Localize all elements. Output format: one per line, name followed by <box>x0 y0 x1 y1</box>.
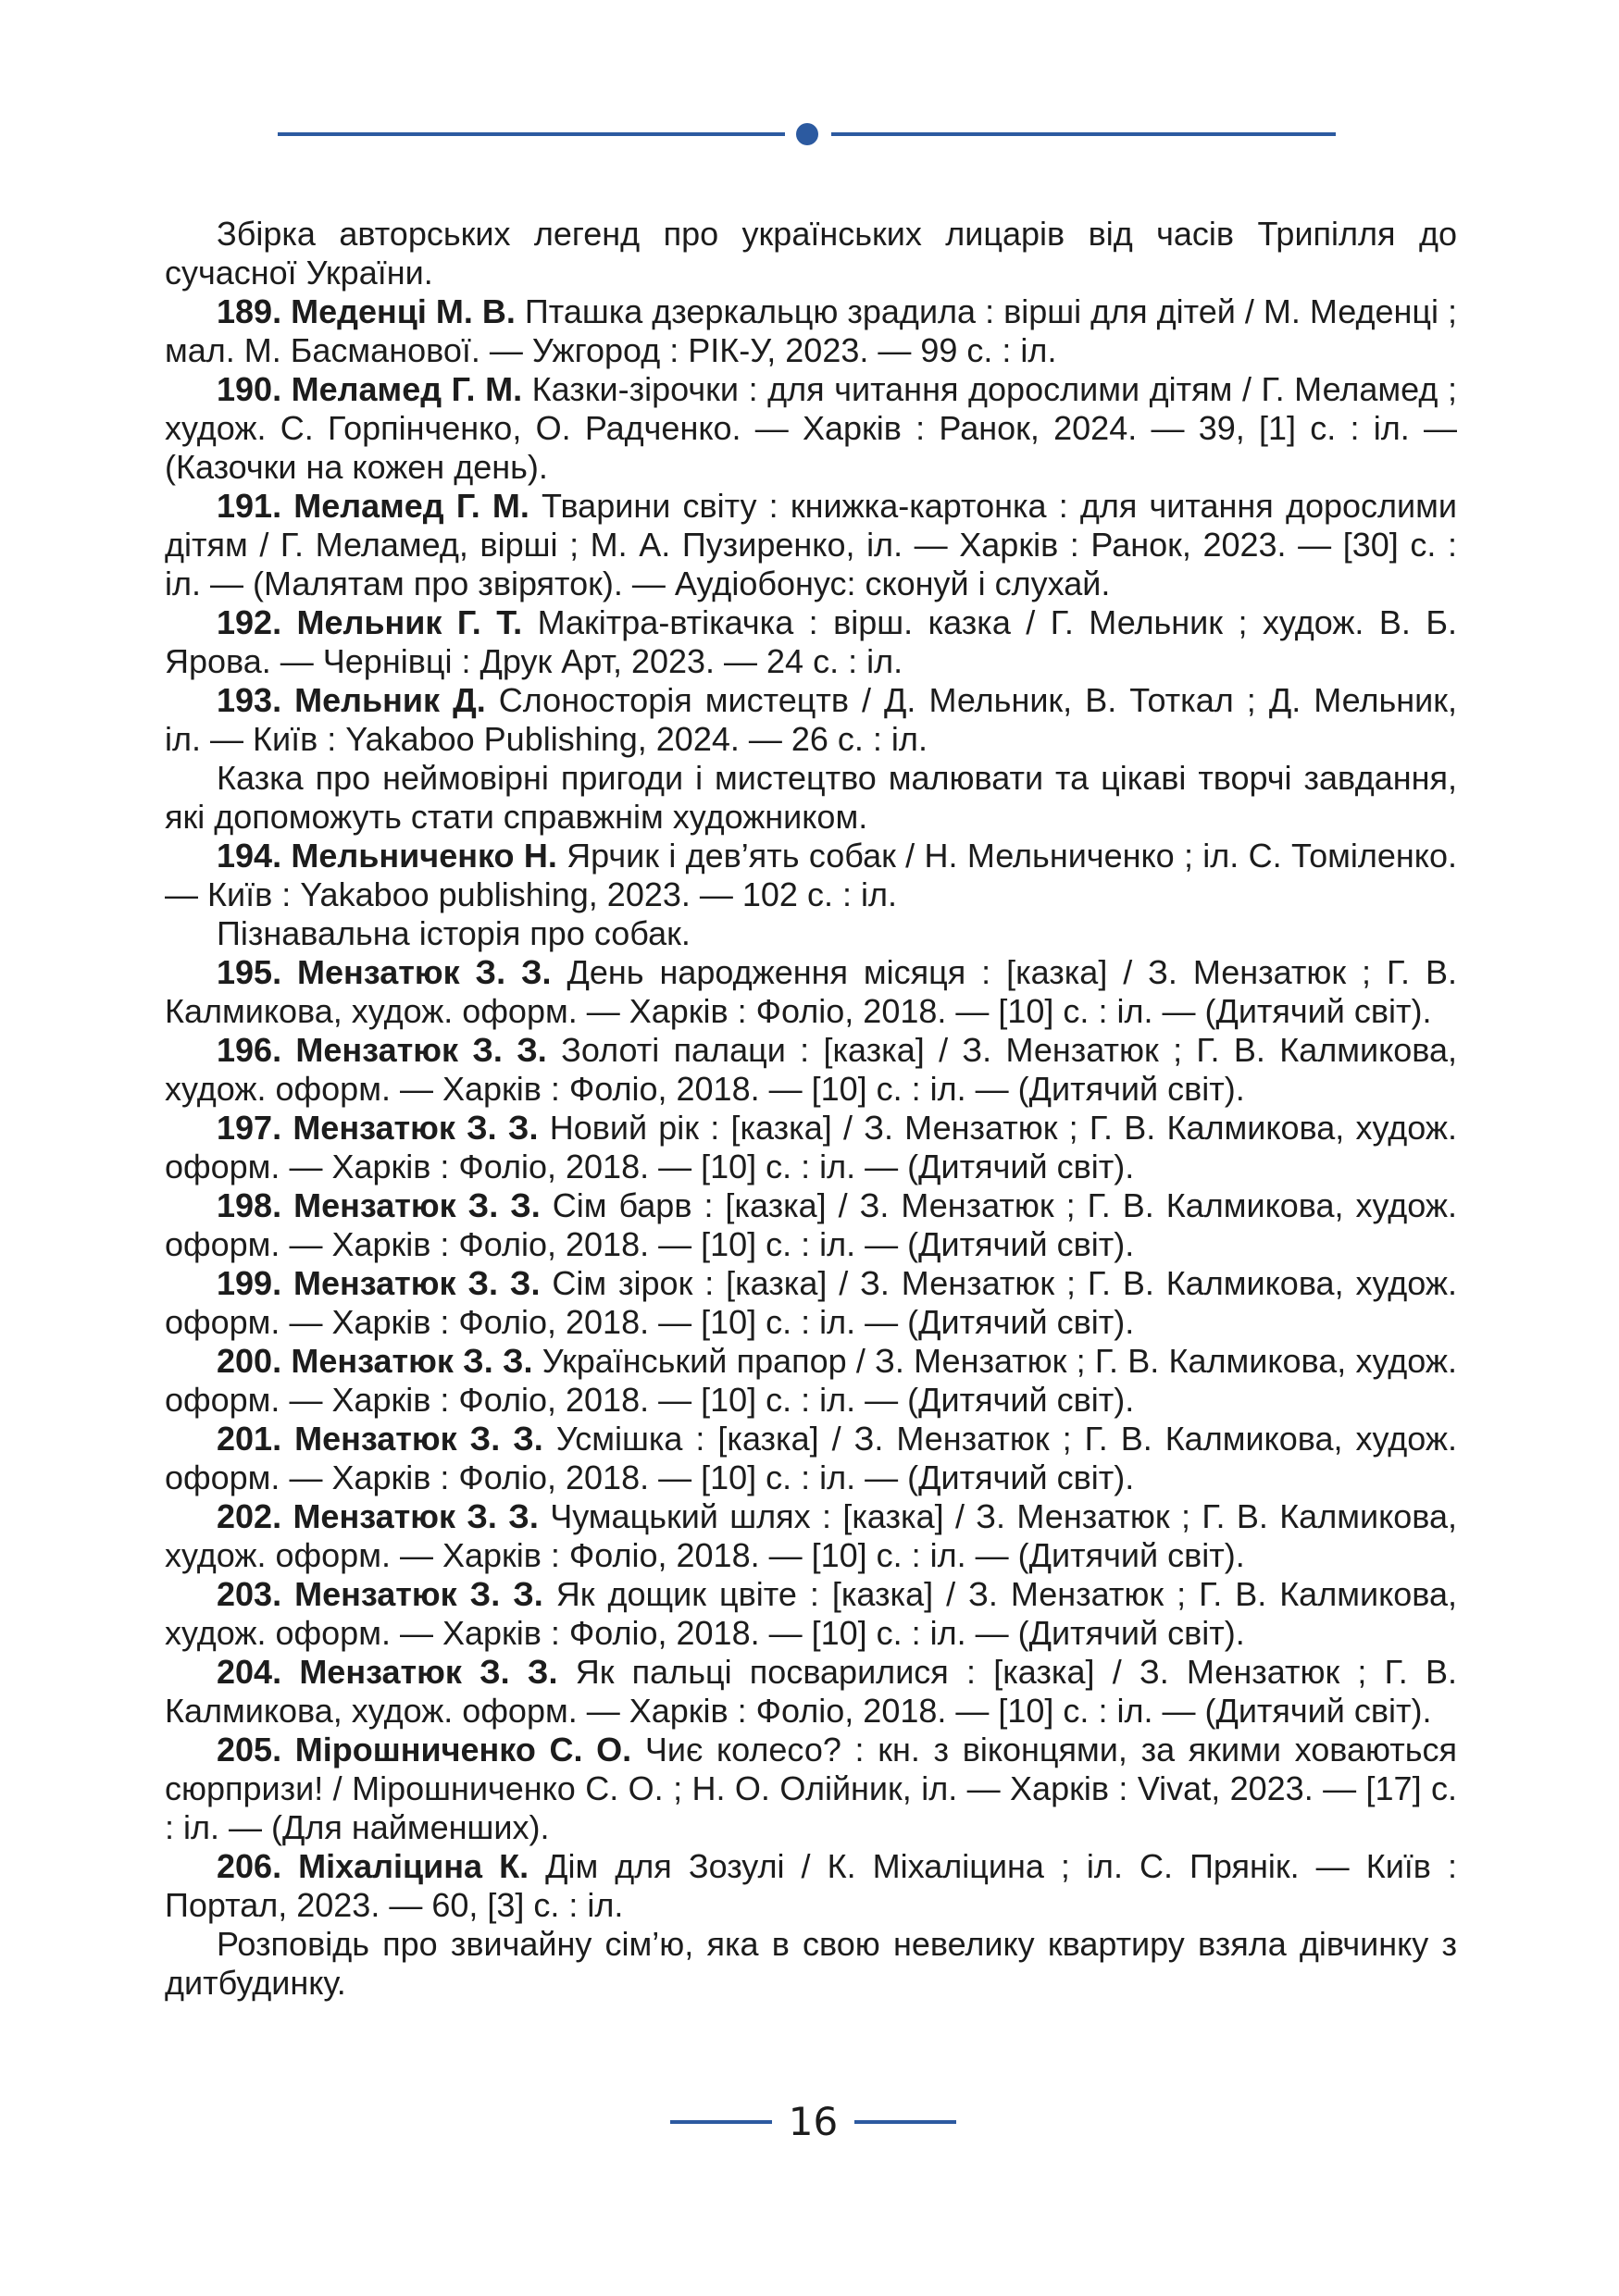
entry <box>165 1653 1457 1731</box>
entry-description: Чумацький шлях : [казка] / З. Мензатюк ; Г. В. Калмикова, худож. оформ. — Харків : Фоліо, 2018. — [10] с. : іл. — (Дитячий світ). <box>165 1497 1457 1574</box>
entry-number: 201. <box>217 1420 282 1458</box>
page-footer <box>0 2099 1619 2145</box>
entry-number: 190. <box>217 370 282 408</box>
entry <box>165 1342 1457 1420</box>
entry-author: Мензатюк З. З. <box>293 1109 539 1147</box>
entry-description: День народження місяця : [казка] / З. Мензатюк ; Г. В. Калмикова, худож. оформ. — Харків : Фоліо, 2018. — [10] с. : іл. — (Дитячий світ). <box>165 953 1457 1030</box>
entry-author: Мензатюк З. З. <box>297 953 552 991</box>
entry-author: Мельниченко Н. <box>291 837 557 875</box>
entry-number: 203. <box>217 1575 282 1613</box>
entry-description: Пташка дзеркальцю зрадила : вірші для дітей / М. Меденці ; мал. М. Басманової. — Ужгород : РІК-У, 2023. — 99 с. : іл. <box>165 292 1457 369</box>
entry-description: Золоті палаци : [казка] / З. Мензатюк ; Г. В. Калмикова, худож. оформ. — Харків : Фоліо, 2018. — [10] с. : іл. — (Дитячий світ). <box>165 1031 1457 1108</box>
entry-annotation: Пізнавальна історія про собак. <box>217 914 691 952</box>
entry-number: 194. <box>217 837 282 875</box>
entry-description: Сім зірок : [казка] / З. Мензатюк ; Г. В. Калмикова, худож. оформ. — Харків : Фоліо, 2018. — [10] с. : іл. — (Дитячий світ). <box>165 1264 1457 1341</box>
entry-number: 192. <box>217 603 282 641</box>
entry-description: Чиє колесо? : кн. з віконцями, за якими ховаються сюрпризи! / Мірошниченко С. О. ; Н. О. Олійник, іл. — Харків : Vivat, 2023. — [17] с. : іл. — (Для найменших). <box>165 1731 1457 1846</box>
entry-author: Мельник Д. <box>294 681 486 719</box>
entry-author: Мельник Г. Т. <box>296 603 523 641</box>
intro-paragraph: Збірка авторських легенд про українських лицарів від часів Трипілля до сучасної України. <box>165 215 1457 292</box>
entry-description: Слоносторія мистецтв / Д. Мельник, В. Тоткал ; Д. Мельник, іл. — Київ : Yakaboo Publishing, 2024. — 26 с. : іл. <box>165 681 1457 758</box>
entry <box>165 1109 1457 1186</box>
footer-rule-right <box>854 2120 956 2124</box>
entry-author: Меламед Г. М. <box>293 487 529 525</box>
entry-description: Український прапор / З. Мензатюк ; Г. В. Калмикова, худож. оформ. — Харків : Фоліо, 2018. — [10] с. : іл. — (Дитячий світ). <box>165 1342 1458 1419</box>
header-rule-left <box>278 132 785 136</box>
entry-description: Новий рік : [казка] / З. Мензатюк ; Г. В. Калмикова, худож. оформ. — Харків : Фоліо, 2018. — [10] с. : іл. — (Дитячий світ). <box>165 1109 1457 1185</box>
entry <box>165 603 1457 681</box>
entry-number: 204. <box>217 1653 282 1691</box>
entry-author: Меламед Г. М. <box>291 370 523 408</box>
entry-author: Міхаліцина К. <box>298 1847 529 1885</box>
entry <box>165 837 1457 914</box>
entry-description: Тварини світу : книжка-картонка : для читання дорослими дітям / Г. Меламед, вірші ; М. А. Пузиренко, іл. — Харків : Ранок, 2023. — [30] с. : іл. — (Малятам про звіряток). — Аудіобонус: сконуй і слухай. <box>165 487 1457 602</box>
entry-number: 202. <box>217 1497 282 1535</box>
entry-author: Мензатюк З. З. <box>294 1420 543 1458</box>
entry-number: 193. <box>217 681 282 719</box>
entry-author: Мензатюк З. З. <box>293 1186 541 1224</box>
entry-number: 205. <box>217 1731 282 1769</box>
entry-number: 206. <box>217 1847 282 1885</box>
page-number: 16 <box>788 2099 839 2144</box>
entry-description: Макітра-втікачка : вірш. казка / Г. Мельник ; худож. В. Б. Ярова. — Чернівці : Друк Арт, 2023. — 24 с. : іл. <box>165 603 1457 680</box>
entry <box>165 1575 1457 1653</box>
footer-rule-left <box>670 2120 772 2124</box>
entry-author: Мензатюк З. З. <box>294 1575 543 1613</box>
entry <box>165 1186 1457 1264</box>
entry-author: Мензатюк З. З. <box>293 1264 541 1302</box>
entry <box>165 1031 1457 1109</box>
bibliography-list <box>165 215 1457 2003</box>
entry-author: Мензатюк З. З. <box>291 1342 533 1380</box>
entry-description: Усмішка : [казка] / З. Мензатюк ; Г. В. Калмикова, худож. оформ. — Харків : Фоліо, 2018. — [10] с. : іл. — (Дитячий світ). <box>165 1420 1457 1496</box>
entry-number: 197. <box>217 1109 282 1147</box>
entry-author: Мензатюк З. З. <box>299 1653 558 1691</box>
entry-number: 191. <box>217 487 282 525</box>
entry-number: 200. <box>217 1342 282 1380</box>
entry-number: 196. <box>217 1031 282 1069</box>
entry-author: Мензатюк З. З. <box>293 1497 539 1535</box>
entry-author: Меденці М. В. <box>291 292 516 330</box>
entry <box>165 1731 1457 1847</box>
entry-description: Як дощик цвіте : [казка] / З. Мензатюк ; Г. В. Калмикова, худож. оформ. — Харків : Фоліо, 2018. — [10] с. : іл. — (Дитячий світ). <box>165 1575 1457 1652</box>
entry <box>165 1497 1457 1575</box>
entry-annotation: Розповідь про звичайну сім’ю, яка в свою невелику квартиру взяла дівчинку з дитбудинку. <box>165 1925 1457 2002</box>
header-rule-right <box>831 132 1336 136</box>
entry-description: Ярчик і дев’ять собак / Н. Мельниченко ; іл. С. Томіленко. — Київ : Yakaboo publishing, 2023. — 102 с. : іл. <box>165 837 1457 913</box>
entry-number: 199. <box>217 1264 282 1302</box>
entry-author: Мірошниченко С. О. <box>294 1731 632 1769</box>
entry <box>165 1264 1457 1342</box>
header-dot <box>796 123 818 145</box>
entries-container <box>165 292 1457 2003</box>
entry-number: 198. <box>217 1186 282 1224</box>
entry <box>165 953 1457 1031</box>
entry-author: Мензатюк З. З. <box>295 1031 547 1069</box>
entry <box>165 370 1457 487</box>
entry <box>165 681 1457 759</box>
entry-description: Дім для Зозулі / К. Міхаліцина ; іл. С. Прянік. — Київ : Портал, 2023. — 60, [3] с. : іл. <box>165 1847 1457 1924</box>
entry <box>165 1420 1457 1497</box>
entry-description: Казки-зірочки : для читання дорослими дітям / Г. Меламед ; худож. С. Горпінченко, О. Радченко. — Харків : Ранок, 2024. — 39, [1] с. : іл. — (Казочки на кожен день). <box>165 370 1457 486</box>
entry <box>165 487 1457 603</box>
entry-description: Сім барв : [казка] / З. Мензатюк ; Г. В. Калмикова, худож. оформ. — Харків : Фоліо, 2018. — [10] с. : іл. — (Дитячий світ). <box>165 1186 1458 1263</box>
entry-annotation: Казка про неймовірні пригоди і мистецтво малювати та цікаві творчі завдання, які допоможуть стати справжнім художником. <box>165 759 1457 836</box>
entry-number: 195. <box>217 953 282 991</box>
entry <box>165 292 1457 370</box>
entry-description: Як пальці посварилися : [казка] / З. Мензатюк ; Г. В. Калмикова, худож. оформ. — Харків : Фоліо, 2018. — [10] с. : іл. — (Дитячий світ). <box>165 1653 1457 1730</box>
entry <box>165 1847 1457 1925</box>
entry-number: 189. <box>217 292 282 330</box>
